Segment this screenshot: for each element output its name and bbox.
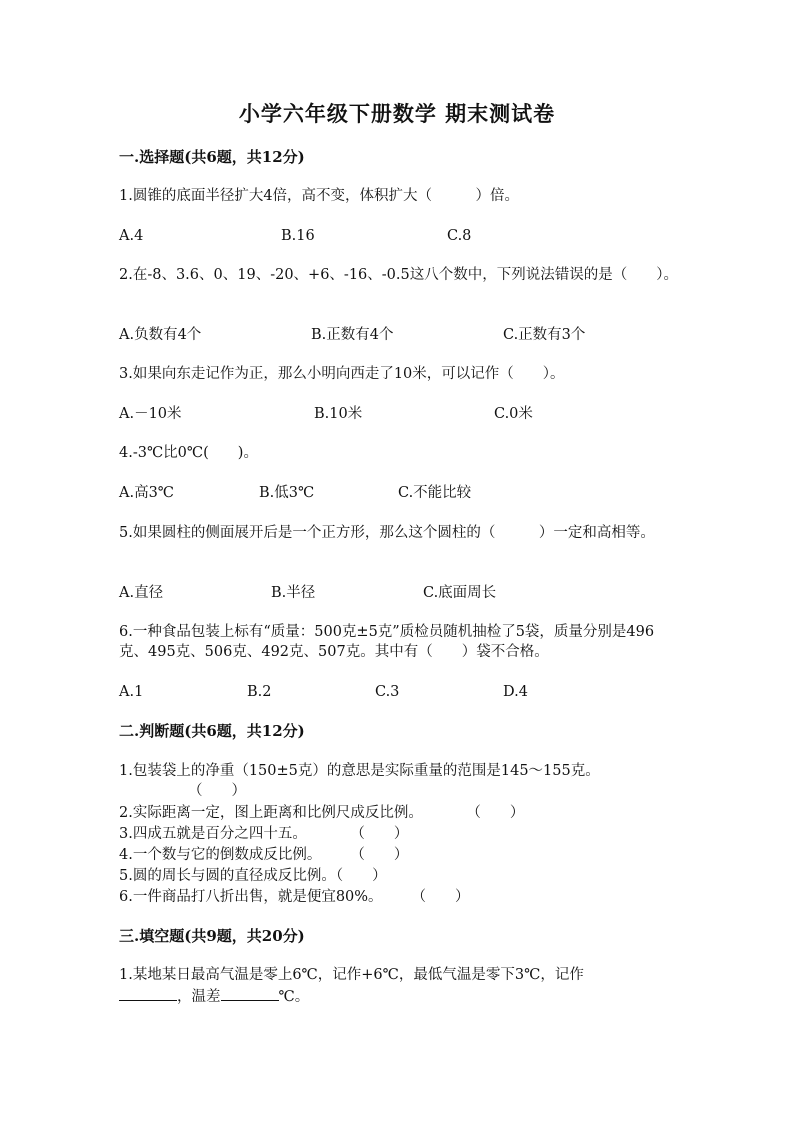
judgement-item-2: 2.实际距离一定，图上距离和比例尺成反比例。 （ ） [119,805,525,821]
question-1-stem: 1.圆锥的底面半径扩大4倍，高不变，体积扩大（ ）倍。 [119,188,520,204]
question-4-option-a: A.高3℃ [119,485,175,501]
question-3-option-a: A.－10米 [119,406,182,422]
fill-item-1-line2 [119,986,309,1007]
question-5-stem: 5.如果圆柱的侧面展开后是一个正方形，那么这个圆柱的（ ）一定和高相等。 [119,525,655,541]
fill-item-1-line1: 1.某地某日最高气温是零上6℃，记作+6℃，最低气温是零下3℃，记作 [119,967,584,983]
question-2-option-a: A.负数有4个 [119,327,202,343]
question-3-option-b: B.10米 [314,406,363,422]
question-6-option-b: B.2 [247,684,272,700]
question-1-option-b: B.16 [281,228,315,244]
question-5-option-a: A.直径 [119,585,164,601]
fill-item-1-text-a: ，温差 [177,989,221,1005]
question-6-option-a: A.1 [119,684,144,700]
fill-item-1-text-b: ℃。 [278,989,310,1005]
question-4-option-c: C.不能比较 [398,485,472,501]
page-title: 小学六年级下册数学 期末测试卷 [238,101,556,126]
question-6-option-d: D.4 [503,684,528,700]
judgement-item-5: 5.圆的周长与圆的直径成反比例。（ ） [119,868,387,884]
judgement-item-1: 1.包装袋上的净重（150±5克）的意思是实际重量的范围是145～155克。 [119,763,600,779]
section-heading-judgement: 二.判断题(共6题，共12分) [119,722,305,740]
judgement-item-1-bracket: （ ） [188,783,246,799]
question-1-option-c: C.8 [447,228,472,244]
question-4-option-b: B.低3℃ [259,485,315,501]
section-heading-fill: 三.填空题(共9题，共20分) [119,927,305,945]
question-5-option-b: B.半径 [271,585,316,601]
question-1-option-a: A.4 [119,228,144,244]
question-4-stem: 4.-3℃比0℃( )。 [119,445,258,461]
question-5-option-c: C.底面周长 [423,585,497,601]
question-3-stem: 3.如果向东走记作为正，那么小明向西走了10米，可以记作（ ）。 [119,366,565,382]
question-6-stem: 6.一种食品包装上标有“质量：500克±5克”质检员随机抽检了5袋，质量分别是496克、495克、506克、492克、507克。其中有（ ）袋不合格。 [119,624,655,660]
answer-blank-2[interactable] [221,986,279,1001]
question-2-stem: 2.在-8、3.6、0、19、-20、+6、-16、-0.5这八个数中，下列说法错误的是（ ）。 [119,267,678,283]
judgement-item-3: 3.四成五就是百分之四十五。 （ ） [119,826,409,842]
judgement-item-6: 6.一件商品打八折出售，就是便宜80%。 （ ） [119,889,470,905]
question-3-option-c: C.0米 [494,406,533,422]
question-2-option-b: B.正数有4个 [311,327,394,343]
question-6-option-c: C.3 [375,684,400,700]
answer-blank-1[interactable] [119,986,177,1001]
question-2-option-c: C.正数有3个 [503,327,586,343]
section-heading-choice: 一.选择题(共6题，共12分) [119,148,305,166]
judgement-item-4: 4.一个数与它的倒数成反比例。 （ ） [119,847,409,863]
